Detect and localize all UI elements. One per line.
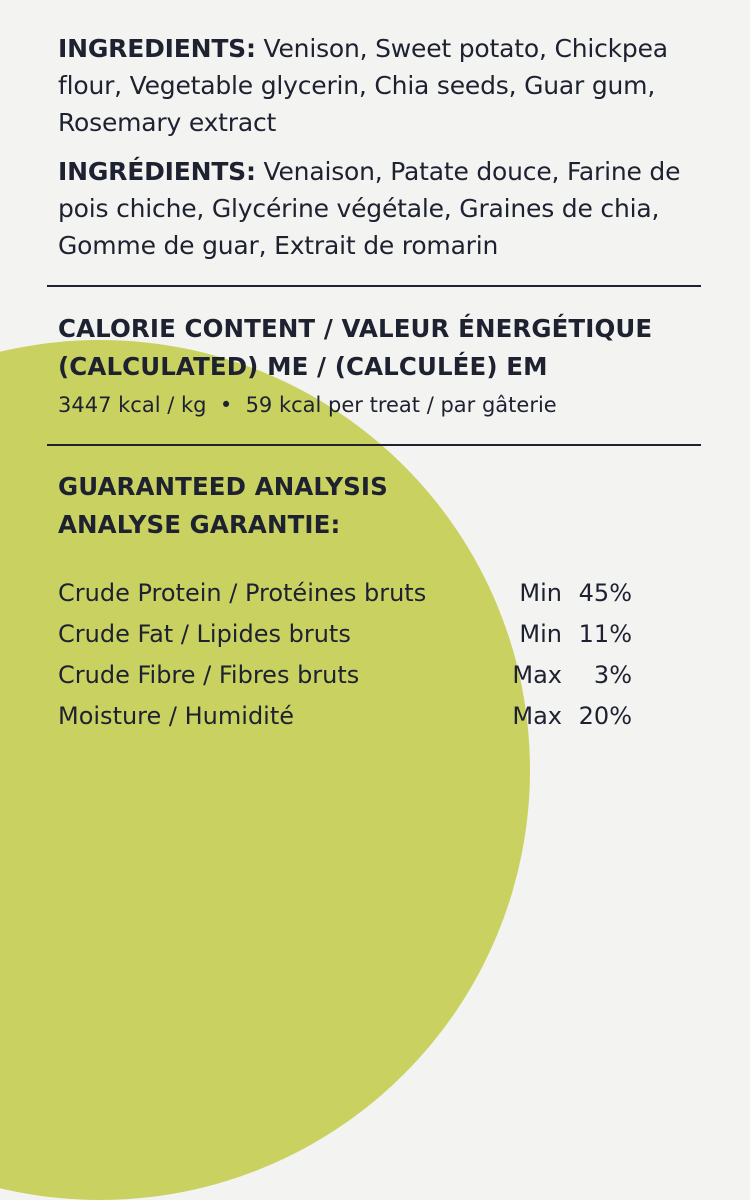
divider	[47, 285, 701, 287]
bullet-separator: •	[219, 393, 233, 417]
nutrient-name: Crude Fibre / Fibres bruts	[58, 660, 360, 689]
calorie-values	[58, 388, 718, 422]
nutrient-value: 11%	[578, 619, 632, 648]
calorie-heading-line1: CALORIE CONTENT / VALEUR ÉNERGÉTIQUE	[58, 314, 653, 343]
analysis-heading-line1: GUARANTEED ANALYSIS	[58, 472, 388, 501]
table-row	[58, 572, 632, 613]
analysis-table	[58, 572, 632, 736]
table-row	[58, 613, 632, 654]
nutrient-name: Moisture / Humidité	[58, 701, 295, 730]
nutrient-qualifier: Max	[512, 660, 562, 689]
nutrient-qualifier: Min	[519, 619, 562, 648]
nutrient-name: Crude Protein / Protéines bruts	[58, 578, 427, 607]
ingredients-label: INGREDIENTS:	[58, 34, 256, 63]
ingredients-text-fr: Venaison, Patate douce, Farine de pois chiche, Glycérine végétale, Graines de chia, Gomme de guar, Extrait de romarin	[58, 157, 681, 260]
nutrient-value: 45%	[578, 578, 632, 607]
calorie-per-kg: 3447 kcal / kg	[58, 393, 207, 417]
nutrient-qualifier: Max	[512, 701, 562, 730]
table-row	[58, 695, 632, 736]
calorie-heading-line2: (CALCULATED) ME / (CALCULÉE) EM	[58, 352, 548, 381]
ingredients-section	[58, 30, 708, 264]
nutrient-name: Crude Fat / Lipides bruts	[58, 619, 351, 648]
nutrient-qualifier: Min	[519, 578, 562, 607]
guaranteed-analysis-section	[58, 468, 698, 736]
divider	[47, 444, 701, 446]
ingredients-text: Venison, Sweet potato, Chickpea flour, Vegetable glycerin, Chia seeds, Guar gum, Rosemary extract	[58, 34, 668, 137]
nutrient-value: 20%	[578, 701, 632, 730]
nutrient-value: 3%	[593, 660, 632, 689]
calorie-per-treat: 59 kcal per treat / par gâterie	[245, 393, 557, 417]
table-row	[58, 654, 632, 695]
ingredients-english	[58, 30, 708, 141]
ingredients-french	[58, 153, 708, 264]
ingredients-label-fr: INGRÉDIENTS:	[58, 157, 256, 186]
calorie-section	[58, 310, 718, 422]
analysis-heading-line2: ANALYSE GARANTIE:	[58, 510, 341, 539]
